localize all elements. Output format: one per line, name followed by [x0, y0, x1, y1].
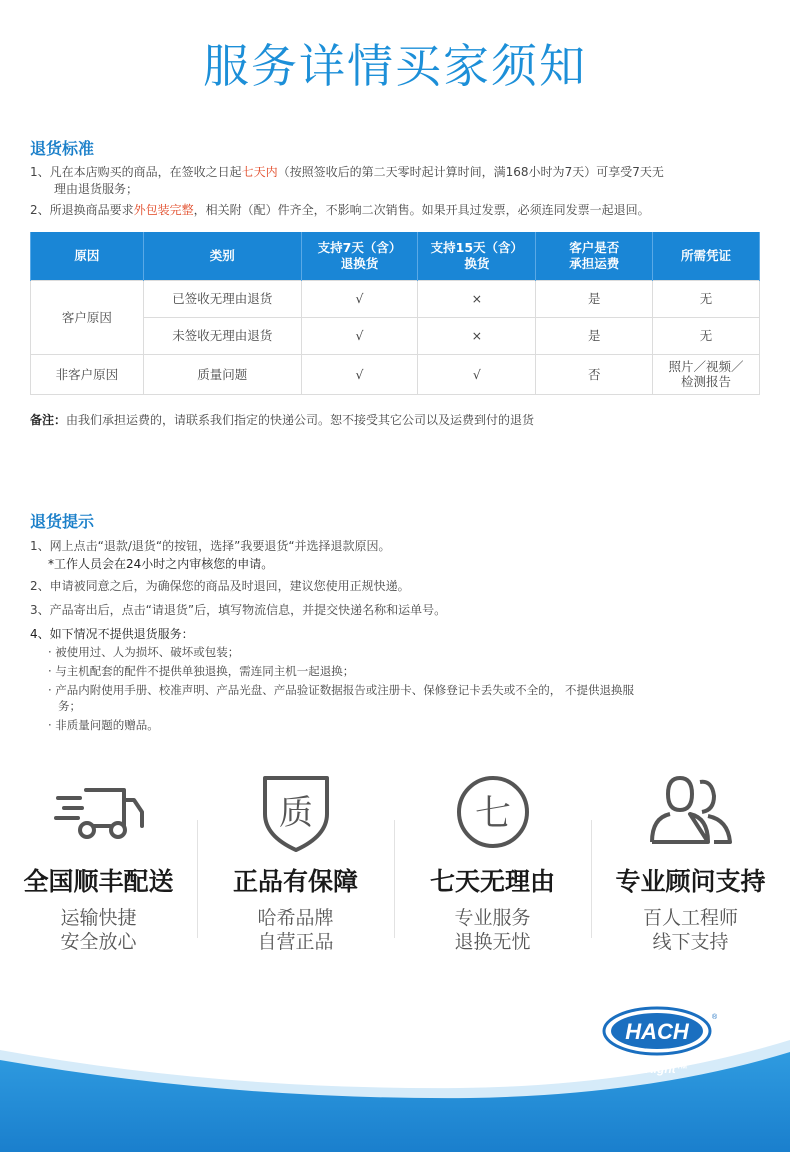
cell-7day: √	[301, 354, 418, 394]
cell-reason: 客户原因	[31, 280, 144, 354]
cell-fee: 是	[536, 317, 653, 354]
col-documents: 所需凭证	[653, 232, 760, 280]
feature-sub: 运输快捷 安全放心	[60, 907, 137, 953]
svg-text:HACH: HACH	[625, 1019, 689, 1044]
shield-icon	[251, 770, 341, 855]
feature-genuine	[197, 770, 394, 970]
table-row	[31, 354, 760, 394]
hach-logo	[602, 1005, 717, 1080]
truck-icon	[54, 770, 144, 855]
svg-text:质: 质	[278, 793, 313, 833]
list-item: · 非质量问题的赠品。	[48, 718, 159, 732]
return-standard-title: 退货标准	[30, 139, 95, 158]
standard-item-2: 2、所退换商品要求外包装完整，相关附（配）件齐全，不影响二次销售。如果开具过发票，必须连同发票一起退回。	[30, 203, 650, 217]
return-policy-table	[30, 232, 760, 395]
highlight-seven-days: 七天内	[241, 165, 278, 179]
tip-3: 3、产品寄出后，点击“请退货”后，填写物流信息，并提交快递名称和运单号。	[30, 603, 447, 617]
col-category: 类别	[143, 232, 301, 280]
tip-1: 1、网上点击“退款/退货“的按钮，选择”我要退货“并选择退款原因。	[30, 539, 391, 553]
feature-title: 全国顺丰配送	[23, 867, 174, 896]
feature-shipping	[0, 770, 197, 970]
cell-reason: 非客户原因	[31, 354, 144, 394]
list-item-cont: 务；	[58, 699, 81, 713]
feature-title: 七天无理由	[429, 867, 555, 896]
cell-doc: 无	[653, 280, 760, 317]
exclusion-list	[48, 644, 760, 733]
cell-fee: 是	[536, 280, 653, 317]
cell-fee: 否	[536, 354, 653, 394]
standard-item-1: 1、凡在本店购买的商品，在签收之日起七天内（按照签收后的第二天零时起计算时间，满168小时为7天）可享受7天无 理由退货服务；	[30, 165, 664, 196]
cell-15day: ×	[418, 280, 536, 317]
cell-category: 未签收无理由退货	[143, 317, 301, 354]
return-tips-title: 退货提示	[30, 512, 95, 531]
feature-consultant	[591, 770, 790, 970]
list-item: · 与主机配套的配件不提供单独退换，需连同主机一起退换；	[48, 664, 355, 678]
feature-sub: 百人工程师 线下支持	[642, 907, 738, 953]
cell-doc: 无	[653, 317, 760, 354]
cell-category: 已签收无理由退货	[143, 280, 301, 317]
tip-2: 2、申请被同意之后，为确保您的商品及时退回，建议您使用正规快递。	[30, 579, 410, 593]
col-reason: 原因	[31, 232, 144, 280]
table-header-row	[31, 232, 760, 280]
feature-sub: 哈希品牌 自营正品	[257, 907, 334, 953]
table-note: 备注：由我们承担运费的，请联系我们指定的快递公司。恕不接受其它公司以及运费到付的退货	[30, 413, 535, 427]
table-row	[31, 280, 760, 317]
tip-4: 4、如下情况不提供退货服务：	[30, 627, 194, 641]
cell-15day: √	[418, 354, 536, 394]
feature-sub: 专业服务 退换无忧	[454, 907, 531, 953]
people-icon	[646, 770, 736, 855]
cell-7day: √	[301, 317, 418, 354]
cell-doc: 照片／视频／ 检测报告	[653, 354, 760, 394]
cell-category: 质量问题	[143, 354, 301, 394]
col-7day: 支持7天（含） 退换货	[301, 232, 418, 280]
tip-1-note: *工作人员会在24小时之内审核您的申请。	[48, 557, 274, 571]
list-item: · 产品内附使用手册、校准声明、产品光盘、产品验证数据报告或注册卡、保修登记卡丢失或不全的， 不提供退换服	[48, 683, 634, 697]
col-shipping-fee: 客户是否 承担运费	[536, 232, 653, 280]
feature-title: 专业顾问支持	[615, 867, 766, 896]
seven-days-icon	[448, 770, 538, 855]
feature-seven-days	[394, 770, 591, 970]
cell-15day: ×	[418, 317, 536, 354]
svg-text:Be Right™: Be Right™	[626, 1062, 688, 1076]
highlight-package-intact: 外包装完整	[133, 203, 194, 217]
page-title: 服务详情买家须知	[203, 39, 587, 93]
svg-text:®: ®	[712, 1014, 717, 1021]
col-15day: 支持15天（含） 换货	[418, 232, 536, 280]
list-item: · 被使用过、人为损坏、破坏或包装；	[48, 645, 240, 659]
feature-title: 正品有保障	[232, 867, 358, 896]
cell-7day: √	[301, 280, 418, 317]
svg-text:七: 七	[474, 793, 511, 834]
